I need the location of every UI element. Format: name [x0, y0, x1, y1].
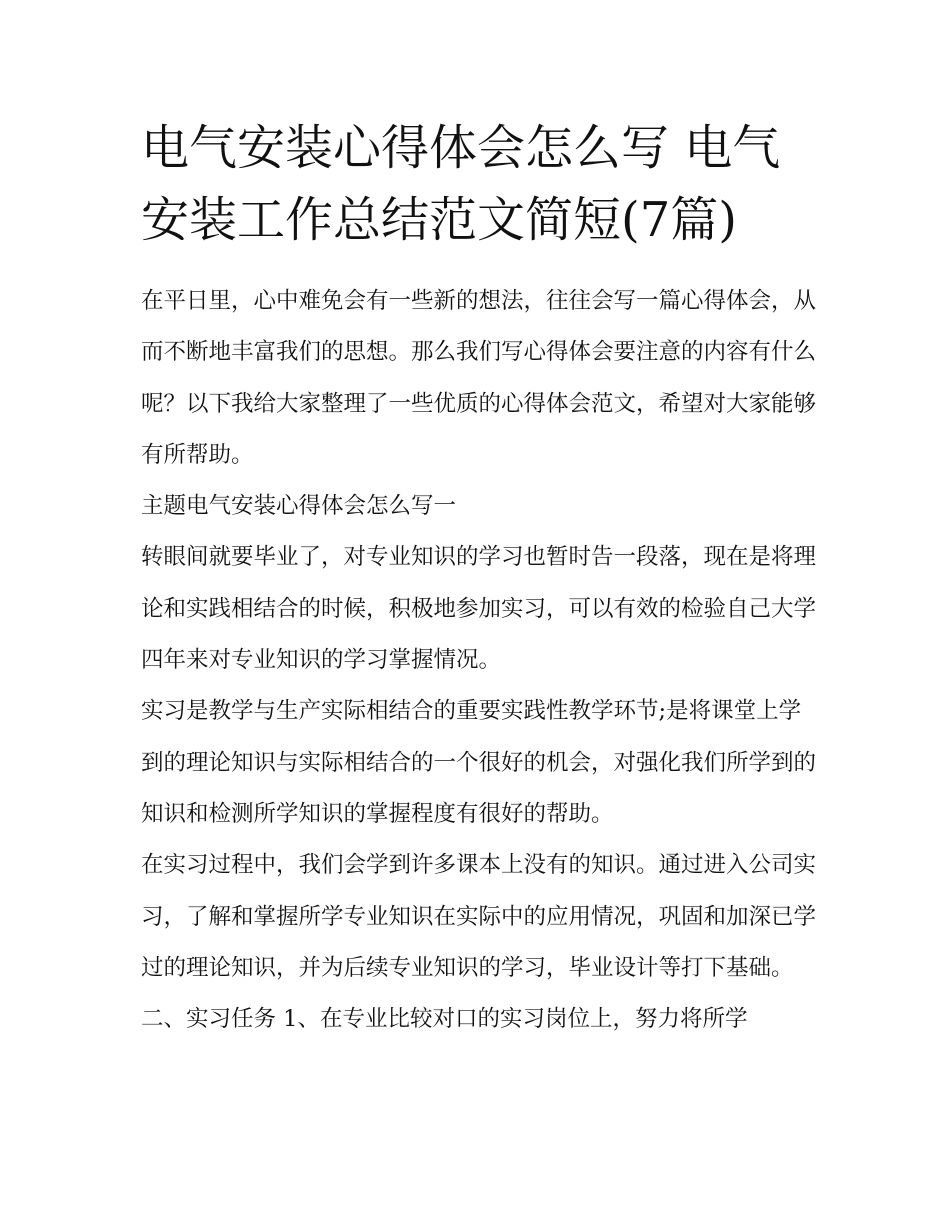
intro-paragraph: 在平日里，心中难免会有一些新的想法，往往会写一篇心得体会，从而不断地丰富我们的思想。那么我们写心得体会要注意的内容有什么呢？以下我给大家整理了一些优质的心得体会范文，希望对大家能够有所帮助。: [141, 288, 817, 468]
document-title: 电气安装心得体会怎么写 电气安装工作总结范文简短(7篇): [141, 120, 781, 248]
document-body: [141, 276, 817, 1045]
body-paragraph: 转眼间就要毕业了，对专业知识的学习也暂时告一段落，现在是将理论和实践相结合的时候，积极地参加实习，可以有效的检验自己大学四年来对专业知识的学习掌握情况。: [141, 544, 817, 674]
body-paragraph: 实习是教学与生产实际相结合的重要实践性教学环节;是将课堂上学到的理论知识与实际相结合的一个很好的机会，对强化我们所学到的知识和检测所学知识的掌握程度有很好的帮助。: [141, 698, 817, 827]
body-paragraph: 在实习过程中，我们会学到许多课本上没有的知识。通过进入公司实习，了解和掌握所学专业知识在实际中的应用情况，巩固和加深已学过的理论知识，并为后续专业知识的学习，毕业设计等打下基础。: [141, 852, 817, 981]
section-heading: 主题电气安装心得体会怎么写一: [141, 493, 457, 520]
body-paragraph: 二、实习任务 1、在专业比较对口的实习岗位上，努力将所学: [141, 1006, 748, 1033]
